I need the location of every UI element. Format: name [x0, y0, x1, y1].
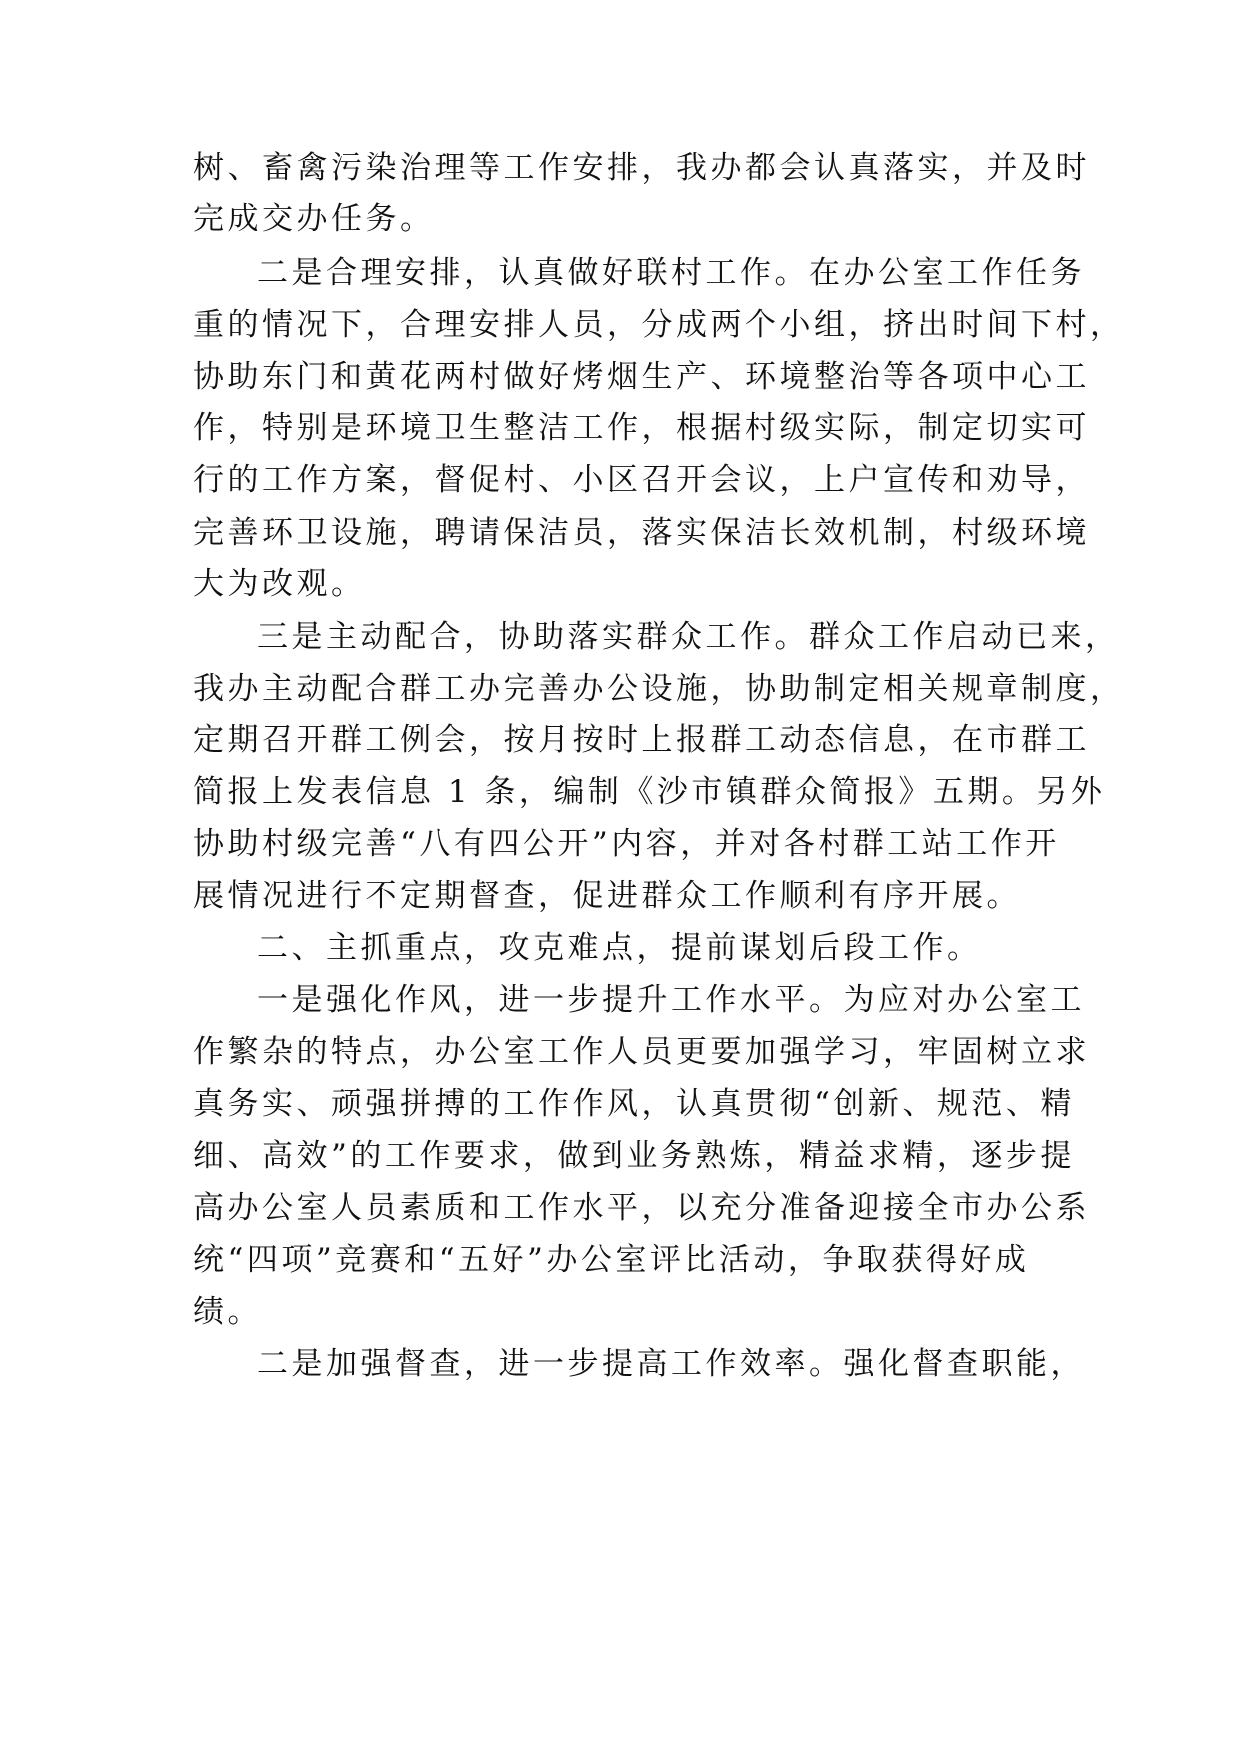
text-line: 定期召开群工例会，按月按时上报群工动态信息，在市群工	[193, 722, 1090, 758]
text-line: 完善环卫设施，聘请保洁员，落实保洁长效机制，村级环境	[193, 515, 1090, 551]
text-line: 重的情况下，合理安排人员，分成两个小组，挤出时间下村，	[193, 307, 1125, 343]
text-line: 二是合理安排，认真做好联村工作。在办公室工作任务	[257, 255, 1085, 291]
text-line: 简报上发表信息 1 条，编制《沙市镇群众简报》五期。另外	[193, 774, 1106, 810]
text-line: 真务实、顽强拼搏的工作作风，认真贯彻“创新、规范、精	[193, 1086, 1075, 1122]
text-line: 大为改观。	[193, 566, 366, 602]
text-line: 协助东门和黄花两村做好烤烟生产、环境整治等各项中心工	[193, 359, 1090, 395]
text-line: 作，特别是环境卫生整洁工作，根据村级实际，制定切实可	[193, 410, 1090, 446]
text-line: 三是主动配合，协助落实群众工作。群众工作启动已来，	[257, 619, 1120, 655]
text-line: 二是加强督查，进一步提高工作效率。强化督查职能，	[257, 1346, 1085, 1382]
text-line: 高办公室人员素质和工作水平，以充分准备迎接全市办公系	[193, 1190, 1090, 1226]
section-heading: 二、主抓重点，攻克难点，提前谋划后段工作。	[257, 930, 982, 966]
text-line: 统“四项”竞赛和“五好”办公室评比活动，争取获得好成	[193, 1242, 1030, 1278]
text-line: 细、高效”的工作要求，做到业务熟炼，精益求精，逐步提	[193, 1138, 1075, 1174]
text-line: 协助村级完善“八有四公开”内容，并对各村群工站工作开	[193, 826, 1060, 862]
text-line: 行的工作方案，督促村、小区召开会议，上户宣传和劝导，	[193, 462, 1090, 498]
text-line: 完成交办任务。	[193, 201, 435, 237]
text-line: 一是强化作风，进一步提升工作水平。为应对办公室工	[257, 982, 1085, 1018]
text-line: 树、畜禽污染治理等工作安排，我办都会认真落实，并及时	[193, 150, 1090, 186]
text-line: 展情况进行不定期督查，促进群众工作顺利有序开展。	[193, 878, 1021, 914]
text-line: 作繁杂的特点，办公室工作人员更要加强学习，牢固树立求	[193, 1034, 1090, 1070]
text-line: 绩。	[193, 1294, 262, 1330]
text-line: 我办主动配合群工办完善办公设施，协助制定相关规章制度，	[193, 671, 1125, 707]
